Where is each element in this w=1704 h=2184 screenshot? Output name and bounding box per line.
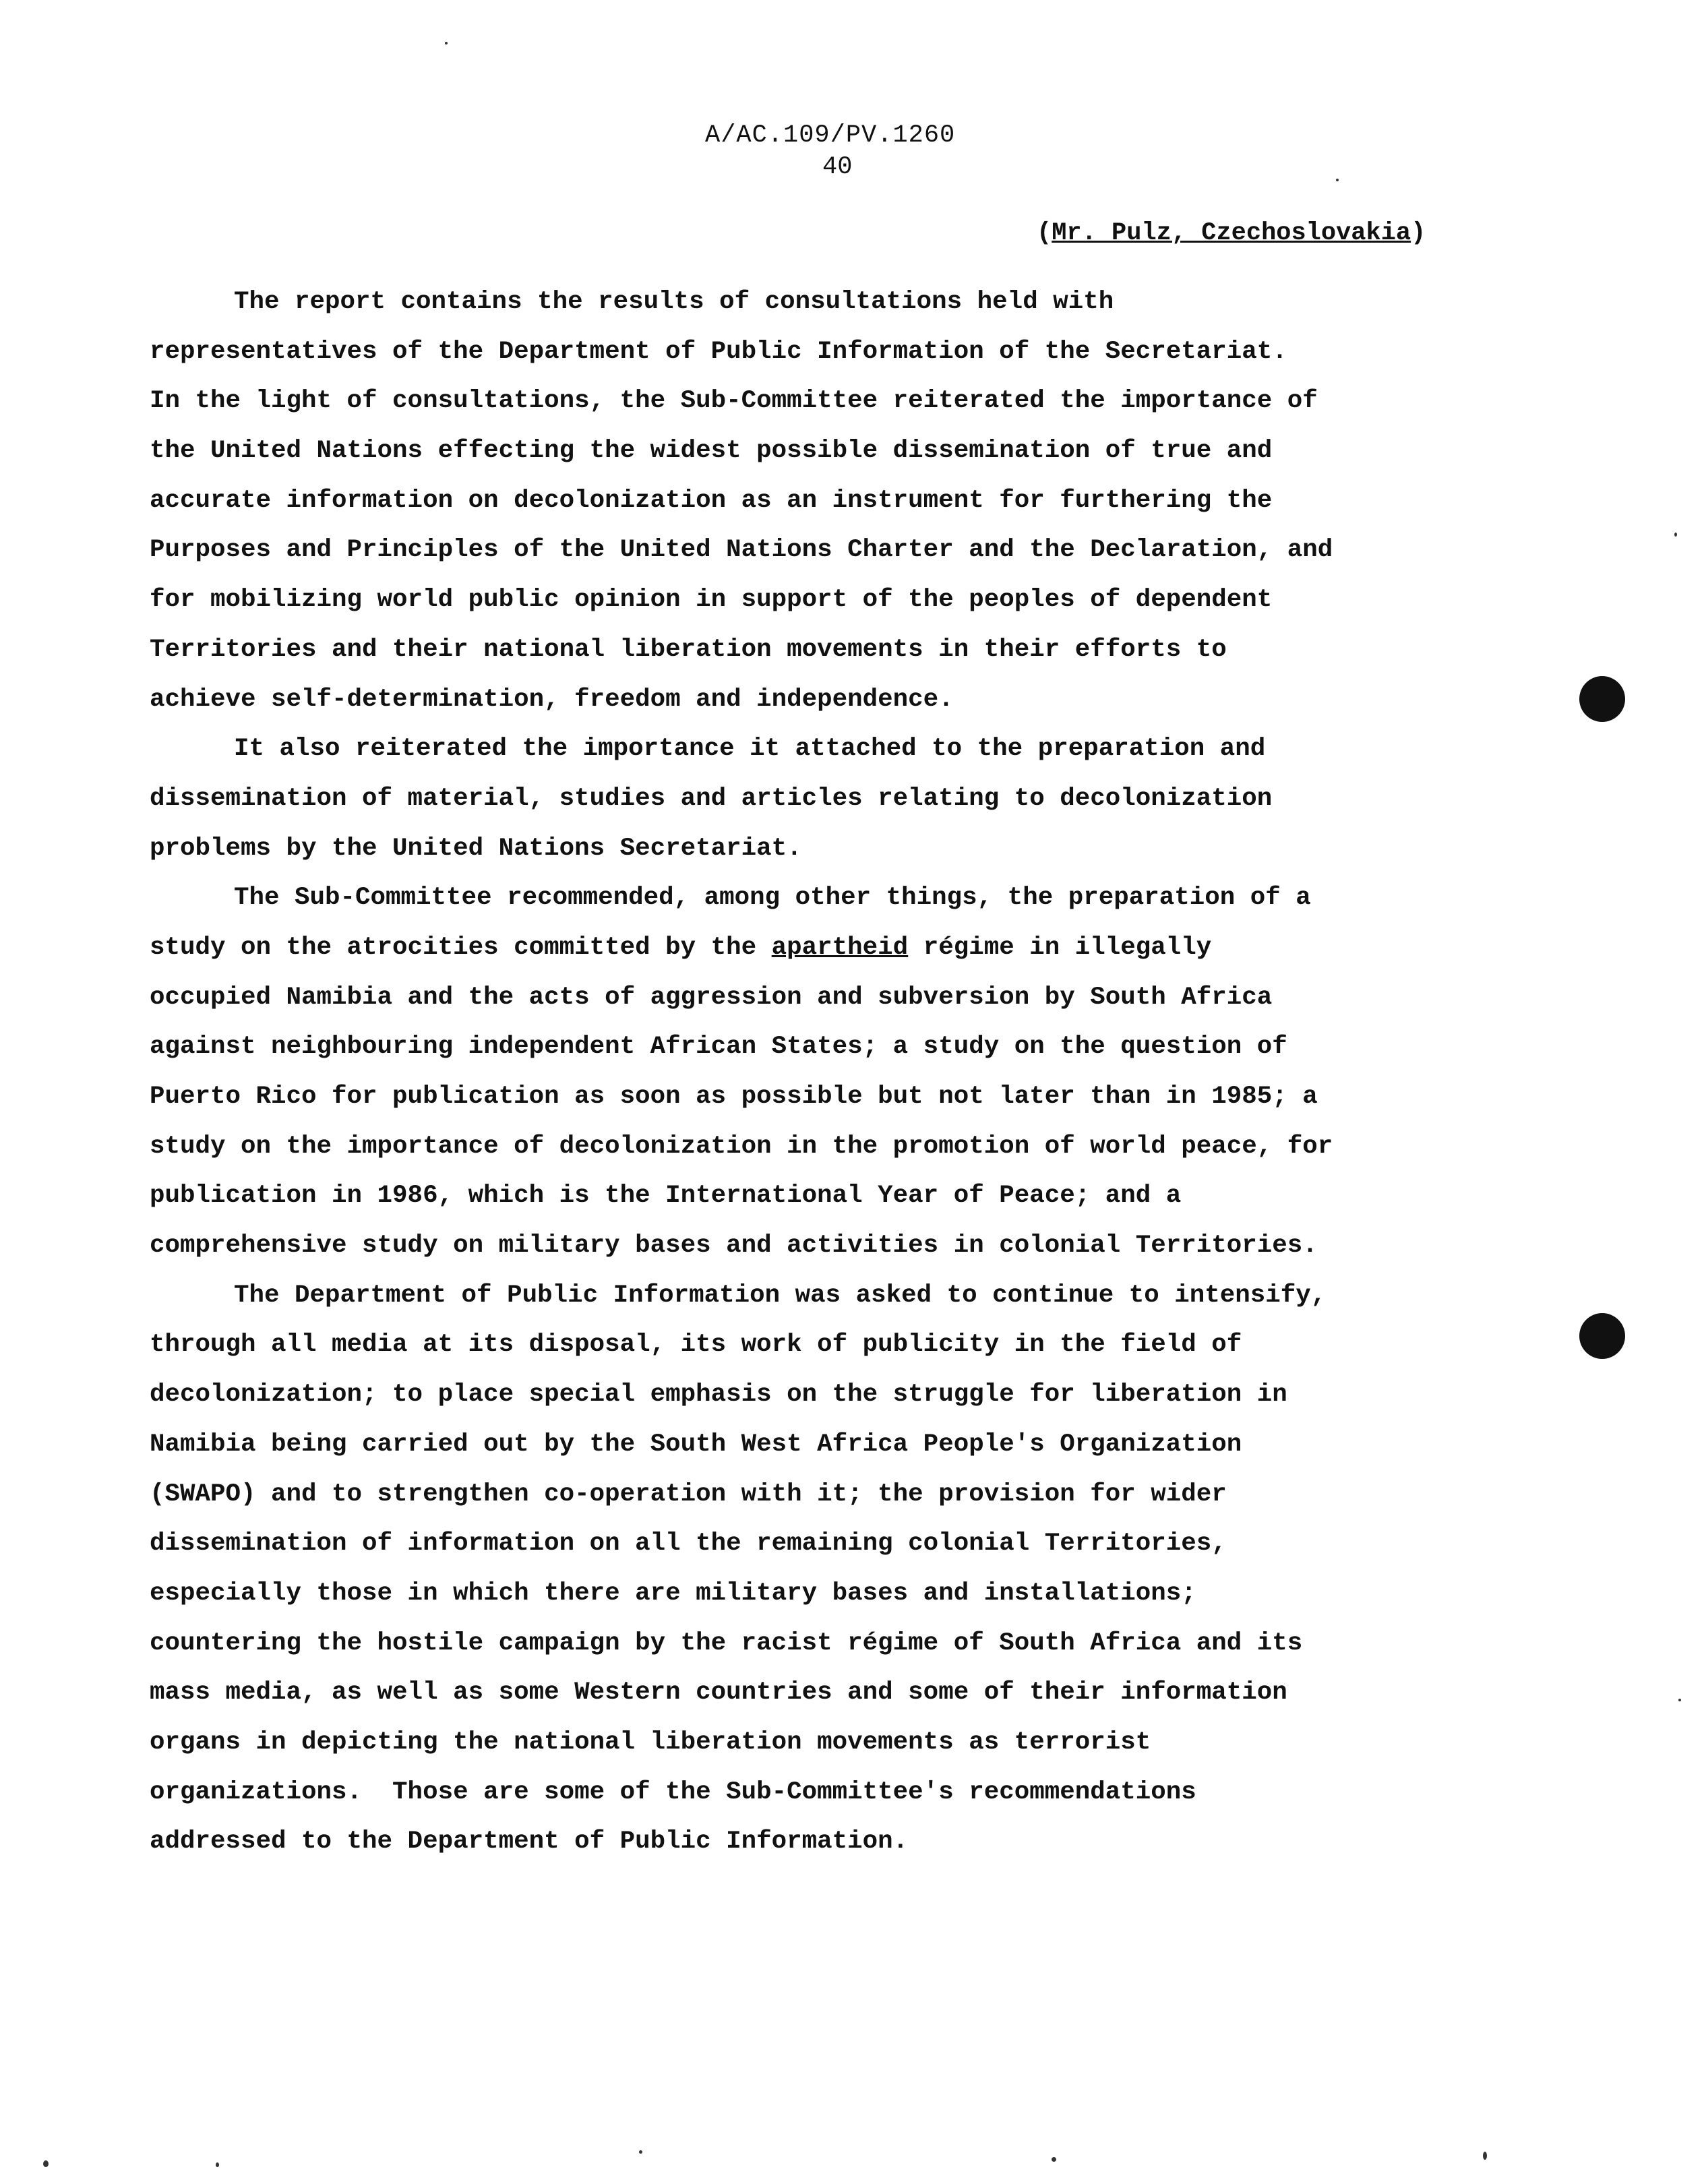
page-number: 40 — [822, 153, 853, 181]
text-line — [150, 973, 1545, 1023]
text-line — [150, 626, 1545, 675]
text-line — [150, 1768, 1545, 1818]
text-line — [150, 824, 1545, 874]
scan-speck — [1678, 1699, 1681, 1701]
text-segment: study on the importance of decolonization in the promotion of world peace, for — [150, 1132, 1333, 1161]
text-segment: especially those in which there are military bases and installations; — [150, 1579, 1196, 1608]
text-segment: It also reiterated the importance it attached to the preparation and — [234, 735, 1266, 764]
text-segment: publication in 1986, which is the International Year of Peace; and a — [150, 1182, 1182, 1211]
text-segment: organizations. Those are some of the Sub-Committee's recommendations — [150, 1778, 1196, 1807]
text-segment: accurate information on decolonization as an instrument for furthering the — [150, 486, 1273, 515]
text-segment: occupied Namibia and the acts of aggression and subversion by South Africa — [150, 983, 1273, 1012]
text-segment: In the light of consultations, the Sub-Committee reiterated the importance of — [150, 387, 1318, 416]
text-segment: through all media at its disposal, its work of publicity in the field of — [150, 1331, 1242, 1360]
text-segment: study on the atrocities committed by the — [150, 933, 772, 962]
text-line — [150, 576, 1545, 626]
text-segment: against neighbouring independent African States; a study on the question of — [150, 1033, 1287, 1062]
speaker-name: Mr. Pulz, Czechoslovakia — [1052, 219, 1411, 247]
text-line — [150, 1221, 1545, 1271]
text-line — [150, 377, 1545, 427]
text-line — [150, 725, 1545, 775]
text-line — [150, 775, 1545, 824]
document-code: A/AC.109/PV.1260 — [705, 121, 956, 150]
document-body — [150, 278, 1545, 1867]
text-segment: countering the hostile campaign by the racist régime of South Africa and its — [150, 1629, 1303, 1658]
scan-speck — [1336, 179, 1339, 181]
text-segment: Purposes and Principles of the United Nations Charter and the Declaration, and — [150, 536, 1333, 565]
scan-speck — [445, 42, 448, 44]
scan-speck — [1483, 2152, 1487, 2160]
text-segment: (SWAPO) and to strengthen co-operation with it; the provision for wider — [150, 1480, 1227, 1509]
speaker-attribution — [1037, 219, 1426, 247]
text-line — [150, 1668, 1545, 1718]
text-line — [150, 526, 1545, 576]
text-segment: The report contains the results of consultations held with — [234, 288, 1114, 316]
text-segment: Puerto Rico for publication as soon as possible but not later than in 1985; a — [150, 1083, 1318, 1111]
punch-hole — [1579, 1313, 1625, 1359]
text-line — [150, 328, 1545, 377]
text-line — [150, 923, 1545, 973]
text-line — [150, 1619, 1545, 1669]
text-segment: for mobilizing world public opinion in support of the peoples of dependent — [150, 586, 1273, 615]
text-segment: The Sub-Committee recommended, among other things, the preparation of a — [234, 884, 1311, 913]
text-line — [150, 1470, 1545, 1520]
scan-speck — [1052, 2157, 1056, 2162]
text-line — [150, 874, 1545, 923]
punch-hole — [1579, 676, 1625, 722]
text-segment: organs in depicting the national liberation movements as terrorist — [150, 1728, 1151, 1757]
text-segment: addressed to the Department of Public Information. — [150, 1827, 909, 1856]
text-segment: dissemination of material, studies and articles relating to decolonization — [150, 784, 1273, 813]
text-line — [150, 1072, 1545, 1122]
scan-speck — [639, 2150, 642, 2154]
scan-speck — [1674, 533, 1677, 537]
text-segment: mass media, as well as some Western countries and some of their information — [150, 1678, 1287, 1707]
text-segment: dissemination of information on all the remaining colonial Territories, — [150, 1529, 1227, 1558]
text-segment: Namibia being carried out by the South West Africa People's Organization — [150, 1430, 1242, 1459]
speaker-close: ) — [1411, 219, 1426, 247]
text-line — [150, 1271, 1545, 1321]
text-line — [150, 477, 1545, 526]
text-line — [150, 1172, 1545, 1221]
speaker-open: ( — [1037, 219, 1052, 247]
text-line — [150, 1569, 1545, 1619]
text-line — [150, 675, 1545, 725]
text-line — [150, 427, 1545, 477]
text-segment: The Department of Public Information was asked to continue to intensify, — [234, 1281, 1327, 1310]
text-line — [150, 278, 1545, 328]
text-line — [150, 1023, 1545, 1072]
scan-speck — [43, 2160, 49, 2167]
text-line — [150, 1420, 1545, 1470]
text-segment: decolonization; to place special emphasis on the struggle for liberation in — [150, 1381, 1287, 1409]
text-segment: the United Nations effecting the widest possible dissemination of true and — [150, 437, 1273, 466]
text-line — [150, 1370, 1545, 1420]
text-segment: problems by the United Nations Secretariat. — [150, 834, 802, 863]
underlined-term: apartheid — [771, 933, 909, 962]
text-line — [150, 1519, 1545, 1569]
text-line — [150, 1122, 1545, 1172]
text-line — [150, 1718, 1545, 1768]
text-line — [150, 1817, 1545, 1867]
text-segment: régime in illegally — [908, 933, 1212, 962]
text-segment: Territories and their national liberation movements in their efforts to — [150, 635, 1227, 664]
text-segment: achieve self-determination, freedom and independence. — [150, 685, 954, 714]
scan-speck — [216, 2162, 219, 2167]
text-segment: comprehensive study on military bases and activities in colonial Territories. — [150, 1232, 1318, 1261]
text-line — [150, 1321, 1545, 1370]
text-segment: representatives of the Department of Public Information of the Secretariat. — [150, 337, 1287, 366]
